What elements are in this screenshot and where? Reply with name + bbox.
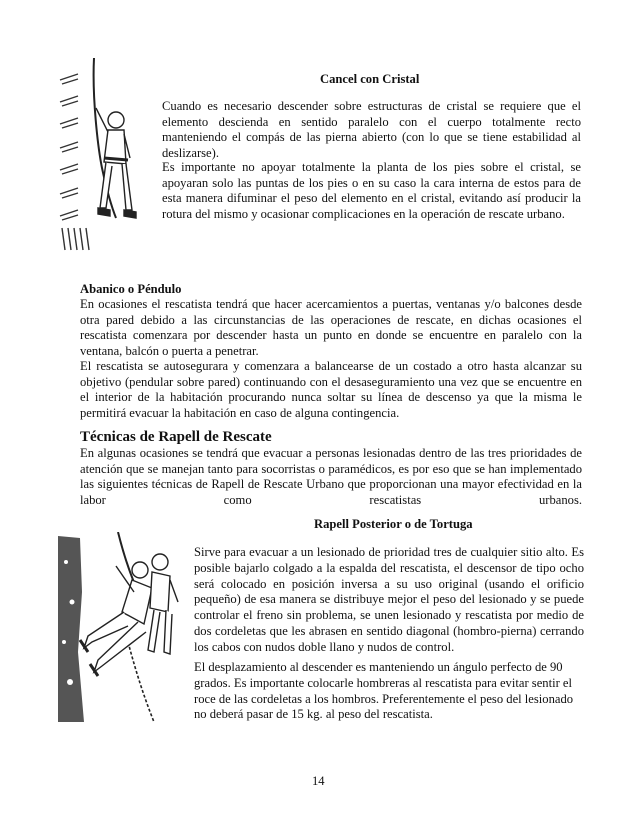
back-carry-rappel-illustration <box>58 532 182 724</box>
tecnicas-title: Técnicas de Rapell de Rescate <box>80 429 272 445</box>
pendulo-paragraph-1: En ocasiones el rescatista tendrá que hacer acercamientos a puertas, ventanas y/o balcones desde otra pared debido a las circunstancias de las operaciones de rescate, en dichas ocasiones el rescatista comenzara por descender hasta un punto en donde se encuentre en paralelo con la ventana, balcón o puerta a penetrar. <box>80 297 582 358</box>
pendulo-paragraph-2: El rescatista se autosegurara y comenzara a balancearse de un costado a otro hasta alcanzar su objetivo (pendular sobre pared) continuando con el desaseguramiento una vez que se encuentre en el interior de la habitación procurando nunca soltar su línea de descenso ya que la misma le permitirá evacuar la habitación en caso de alguna contingencia. <box>80 359 582 420</box>
cristal-paragraph-1: Cuando es necesario descender sobre estructuras de cristal se requiere que el elemento descienda en sentido paralelo con el cuerpo totalmente recto manteniendo el compás de las pierna abierto (con lo que se tiene estabilidad al deslizarse). <box>162 99 581 160</box>
page-number: 14 <box>312 774 325 788</box>
glass-descent-illustration <box>56 58 138 258</box>
tecnicas-paragraph: En algunas ocasiones se tendrá que evacuar a personas lesionadas dentro de las tres prioridades de atención que se manejan tanto para socorristas o paramédicos, es por eso que se han implementado las siguientes técnicas de Rapell de Rescate Urbano que proporcionan una mayor efectividad en la labor como rescatistas urbanos. <box>80 446 582 507</box>
cristal-paragraph-2: Es importante no apoyar totalmente la planta de los pies sobre el cristal, se apoyaran solo las puntas de los pies o en su caso la cara interna de estos para de esta manera difuminar el peso del elemento en el cristal, evitando así producir la rotura del mismo y ocasionar complicaciones en la operación de rescate urbano. <box>162 160 581 221</box>
tortuga-paragraph-1: Sirve para evacuar a un lesionado de prioridad tres de cualquier sitio alto. Es posible bajarlo colgado a la espalda del rescatista, el descensor de tipo ocho será colocado en posición inversa a su uso original (usando el orificio pequeño) de esa manera se distribuye mejor el peso del lesionado y se puede controlar el freno sin problema, se unen lesionado y rescatista por medio de dos cordeletas que les abrasen en sentido diagonal (hombro-pierna) cerrando los cabos con nudos doble llano y nudos de control. <box>194 545 584 654</box>
cristal-title: Cancel con Cristal <box>320 72 420 86</box>
pendulo-title: Abanico o Péndulo <box>80 282 182 296</box>
tortuga-title: Rapell Posterior o de Tortuga <box>314 517 473 531</box>
tortuga-paragraph-2: El desplazamiento al descender es manteniendo un ángulo perfecto de 90 grados. Es importante colocarle hombreras al rescatista para evitar sentir el roce de las cordeletas a los hombros. Preferentemente el peso del lesionado no deberá pasar de 15 kg. al peso del rescatista. <box>194 660 574 722</box>
